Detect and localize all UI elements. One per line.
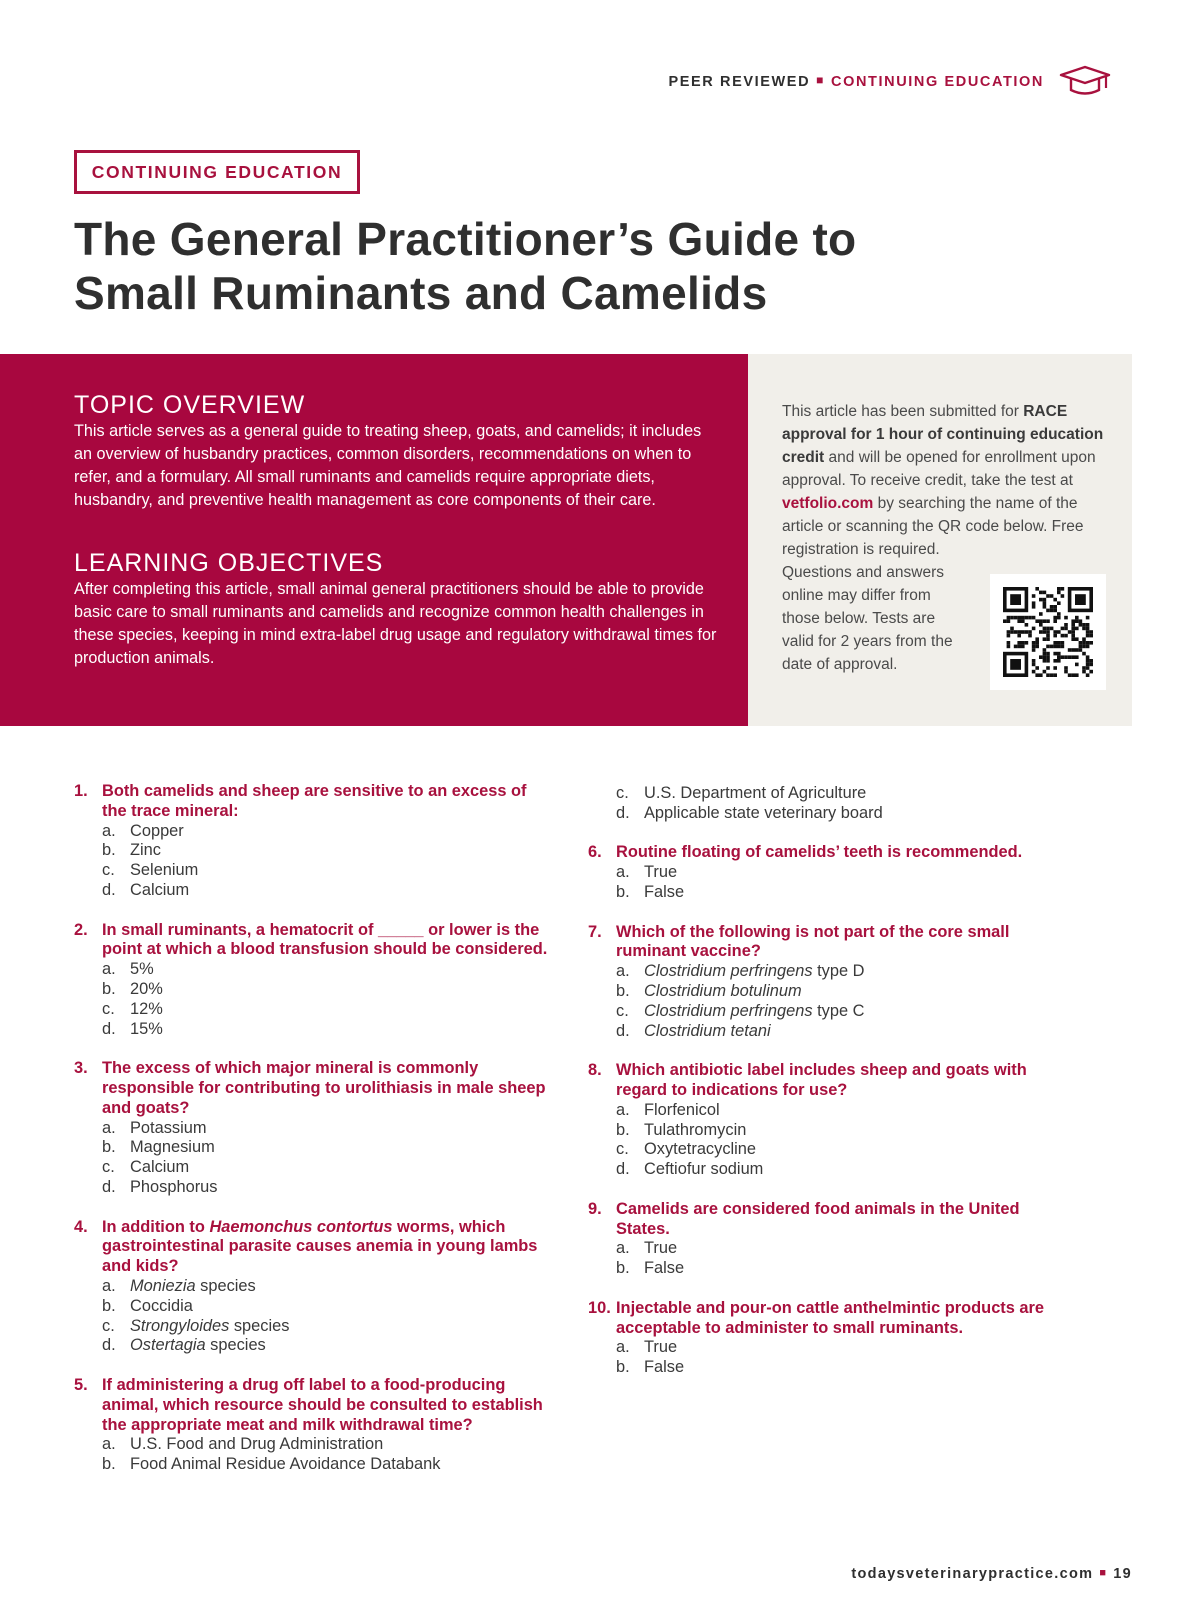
option-text [644,982,802,1002]
quiz-question [74,1218,554,1357]
answer-option [74,1000,554,1020]
answer-option [588,1259,1058,1279]
question-text: Which of the following is not part of the core small ruminant vaccine? [616,922,1010,961]
option-letter: b. [616,1120,630,1139]
question-stem [588,923,1058,963]
question-text: The excess of which major mineral is commonly responsible for contributing to urolithiasis in male sheep and goats? [102,1059,546,1117]
option-text: Calcium [130,880,190,899]
option-letter: c. [102,1158,115,1177]
option-text [130,1317,289,1337]
graduation-cap-icon [1058,64,1112,98]
option-text: False [644,1358,685,1377]
question-text: In small ruminants, a hematocrit of _____ or lower is the point at which a blood transfusion should be considered. [102,920,548,959]
answer-option [588,1160,1058,1180]
credit-tail [782,561,982,676]
answer-option [74,1020,554,1040]
option-text: Phosphorus [130,1177,218,1196]
question-text: Both camelids and sheep are sensitive to an excess of the trace mineral: [102,782,527,820]
qr-code[interactable] [990,574,1106,690]
option-letter: c. [102,999,115,1018]
option-text: False [644,1259,685,1278]
quiz-question [588,923,1058,1042]
article-title [74,212,974,320]
option-text-part: type C [812,1001,865,1020]
credit-tail-line: Questions and answers [782,564,944,581]
option-text [644,1002,864,1022]
question-number: 6. [588,843,602,862]
option-letter: d. [102,1019,116,1038]
answer-option [74,1119,554,1139]
answer-option [74,1178,554,1198]
topic-overview-heading: TOPIC OVERVIEW [74,391,306,419]
option-letter: a. [616,1338,630,1357]
question-text-part: worms, which gastrointestinal parasite causes anemia in young lambs and kids? [102,1217,538,1276]
section-label [668,73,1044,90]
option-text: Selenium [130,861,199,880]
option-letter: b. [102,841,116,860]
option-text-part: species [205,1336,266,1355]
answer-option [74,1435,554,1455]
option-letter: d. [616,1021,630,1040]
question-number: 5. [74,1375,88,1394]
option-text: Coccidia [130,1296,193,1315]
answer-option [74,841,554,861]
page-footer [851,1566,1132,1582]
question-number: 7. [588,922,602,941]
qr-code-icon [1003,587,1093,677]
quiz-question [588,1299,1058,1378]
option-letter: d. [616,803,630,822]
answer-option [588,863,1058,883]
option-letter: a. [102,1118,116,1137]
option-text: Tulathromycin [644,1120,747,1139]
answer-option [588,1140,1058,1160]
option-text: Calcium [130,1158,190,1177]
running-header [668,64,1112,98]
option-letter: a. [102,1276,116,1295]
quiz-question [74,921,554,1040]
option-text: Florfenicol [644,1100,720,1119]
option-text: True [644,1338,678,1357]
question-text-part: In addition to [102,1217,210,1236]
question-text: Which antibiotic label includes sheep and goats with regard to indications for use? [616,1061,1027,1099]
option-text: False [644,882,685,901]
answer-option [74,1317,554,1337]
quiz-question [74,1376,554,1475]
answer-option [588,1239,1058,1259]
answer-option [588,1002,1058,1022]
question-stem [74,782,554,822]
header-separator: ■ [816,72,826,87]
question-text: Camelids are considered food animals in the United States. [616,1199,1020,1238]
answer-option [74,1336,554,1356]
answer-option [588,962,1058,982]
question-number: 1. [74,782,88,800]
option-italic: Clostridium perfringens [644,962,813,981]
option-letter: b. [102,1455,116,1474]
question-text [102,1218,554,1277]
option-text: U.S. Food and Drug Administration [130,1435,384,1454]
option-letter: d. [102,1336,116,1355]
question-stem [74,921,554,961]
answer-option [74,881,554,901]
vetfolio-link[interactable]: vetfolio.com [782,495,874,512]
option-letter: a. [616,1100,630,1119]
option-letter: b. [616,1259,630,1278]
option-italic: Strongyloides [130,1316,230,1335]
question-stem [74,1218,554,1277]
page-number: 19 [1113,1566,1132,1582]
answer-option [588,883,1058,903]
question-stem [588,1200,1058,1240]
credit-text-part: This article has been submitted for [782,403,1019,420]
answer-option [588,1121,1058,1141]
answer-option [74,822,554,842]
option-text: Oxytetracycline [644,1140,757,1159]
option-text: Magnesium [130,1138,215,1157]
question-stem [588,843,1058,863]
option-letter: b. [616,882,630,901]
topic-overview-text: This article serves as a general guide to treating sheep, goats, and camelids; it includes an overview of husbandry practices, common disorders, recommendations on when to refer, and a formulary. All small ruminants and camelids require appropriate diets, husbandry, and preventive health management as core components of their care. [74,422,702,509]
option-letter: a. [102,960,116,979]
race-approval-text: RACE approval for 1 hour of continuing education credit [782,403,1104,466]
quiz-question [74,1059,554,1198]
option-letter: c. [616,1140,629,1159]
option-italic: Clostridium tetani [644,1021,771,1040]
question-number: 8. [588,1061,602,1080]
option-text: True [644,1239,678,1258]
credit-tail-line: date of approval. [782,656,898,673]
answer-option [588,1101,1058,1121]
question-number: 10. [588,1298,611,1317]
question-number: 2. [74,920,88,939]
option-text: U.S. Department of Agriculture [644,784,867,802]
credit-tail-line: valid for 2 years from the [782,633,953,650]
option-text: Zinc [130,841,161,860]
continuing-education-label: CONTINUING EDUCATION [831,73,1044,90]
option-letter: c. [616,784,629,802]
option-letter: b. [102,1138,116,1157]
option-text-part: species [195,1276,256,1295]
answer-option [74,1138,554,1158]
question-stem [74,1059,554,1118]
option-text [130,1277,256,1297]
answer-option [588,804,1058,824]
question-stem [588,1299,1058,1339]
option-text: Copper [130,821,184,840]
option-text [644,962,864,982]
option-letter: d. [102,1177,116,1196]
option-letter: a. [616,863,630,882]
option-letter: a. [616,1239,630,1258]
question-number: 4. [74,1217,88,1236]
option-letter: b. [102,1296,116,1315]
option-letter: d. [616,1160,630,1179]
answer-option [74,1297,554,1317]
footer-separator: ■ [1099,1567,1108,1579]
credit-tail-line: those below. Tests are [782,610,936,627]
option-text: Food Animal Residue Avoidance Databank [130,1455,441,1474]
answer-option [588,1022,1058,1042]
option-text: Ceftiofur sodium [644,1160,764,1179]
option-text: 15% [130,1019,163,1038]
option-text: True [644,863,678,882]
answer-option [588,1338,1058,1358]
option-letter: a. [102,821,116,840]
continuing-education-badge: CONTINUING EDUCATION [74,150,360,194]
question-text: Injectable and pour-on cattle anthelmintic products are acceptable to administer to small ruminants. [616,1298,1045,1337]
option-letter: b. [102,979,116,998]
learning-objectives-heading: LEARNING OBJECTIVES [74,549,384,577]
option-letter: c. [102,1316,115,1335]
peer-reviewed-label: PEER REVIEWED [668,73,811,90]
option-text: 5% [130,960,154,979]
answer-option [74,1455,554,1475]
quiz-column-right [588,782,1058,1398]
option-italic: Moniezia [130,1276,196,1295]
option-text: 12% [130,999,163,1018]
answer-option [588,982,1058,1002]
quiz-question [588,784,1058,824]
option-letter: d. [102,880,116,899]
answer-option [74,861,554,881]
answer-option [74,980,554,1000]
answer-option [588,1358,1058,1378]
option-text-part: species [229,1316,290,1335]
footer-site: todaysveterinarypractice.com [851,1566,1094,1582]
option-text: 20% [130,979,163,998]
credit-text-part: and will be opened for enrollment upon approval. To receive credit, take the test at [782,449,1096,489]
option-italic: Clostridium botulinum [644,981,802,1000]
question-text: Routine floating of camelids’ teeth is recommended. [616,843,1023,862]
option-letter: a. [616,962,630,981]
option-text [130,1336,266,1356]
option-text-part: type D [812,962,865,981]
quiz-question [74,782,554,901]
answer-option [588,784,1058,804]
quiz-question [588,843,1058,902]
option-letter: b. [616,981,630,1000]
question-number: 3. [74,1059,88,1078]
option-letter: b. [616,1358,630,1377]
option-text: Applicable state veterinary board [644,803,883,822]
option-letter: c. [102,861,115,880]
option-italic: Clostridium perfringens [644,1001,813,1020]
option-letter: c. [616,1001,629,1020]
answer-option [74,1277,554,1297]
question-text-italic: Haemonchus contortus [209,1217,393,1236]
question-number: 9. [588,1199,602,1218]
learning-objectives-text: After completing this article, small animal general practitioners should be able to provide basic care to small ruminants and camelids and recognize common health challenges in these species, keeping in mind extra-label drug usage and regulatory withdrawal times for production animals. [74,580,717,667]
question-stem [74,1376,554,1435]
question-text: If administering a drug off label to a food-producing animal, which resource should be consulted to establish the appropriate meat and milk withdrawal time? [102,1375,543,1434]
answer-option [74,1158,554,1178]
quiz-question [588,1200,1058,1279]
credit-text [782,400,1110,561]
option-letter: a. [102,1435,116,1454]
option-text: Potassium [130,1118,207,1137]
title-line-1: The General Practitioner’s Guide to [74,213,857,265]
quiz-question [588,1061,1058,1180]
title-line-2: Small Ruminants and Camelids [74,267,768,319]
quiz-column-left [74,782,554,1495]
overview-panel [0,354,748,726]
option-text [644,1022,771,1042]
option-italic: Ostertagia [130,1336,206,1355]
credit-tail-line: online may differ from [782,587,931,604]
credit-text-part: by searching the name of the article or scanning the QR code below. Free registration is required. [782,495,1084,558]
question-stem [588,1061,1058,1101]
answer-option [74,960,554,980]
